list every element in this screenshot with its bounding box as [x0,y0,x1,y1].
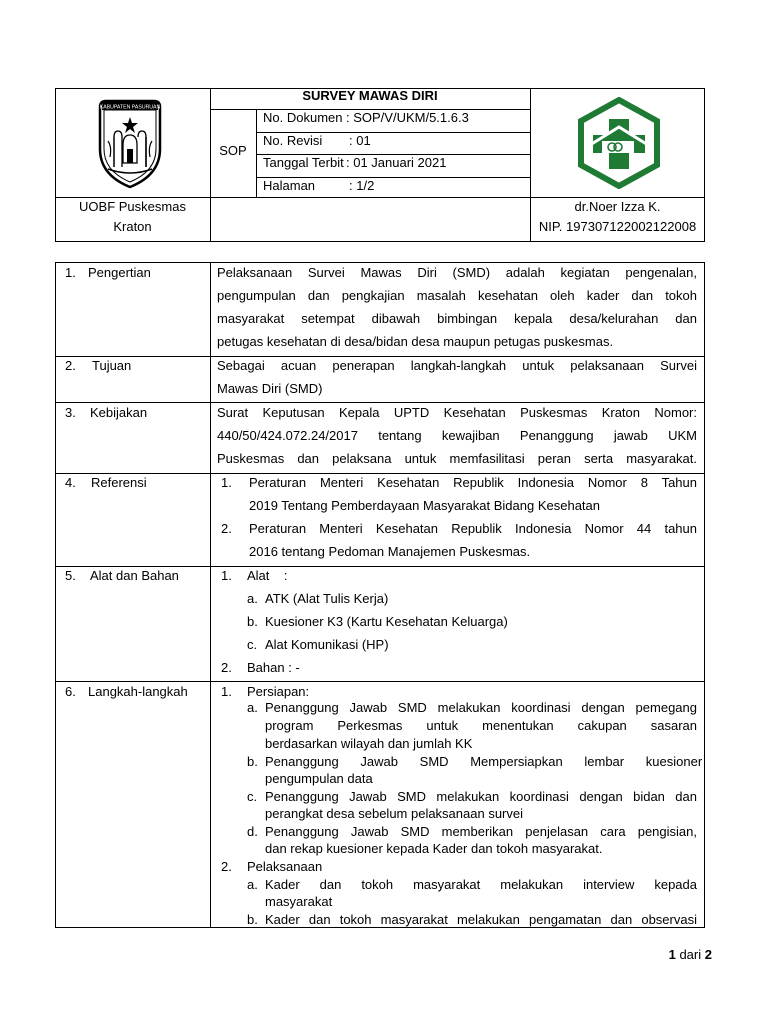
bahan-heading: Bahan : - [247,660,300,675]
signatory-nip: NIP. 197307122002122008 [538,219,697,234]
pengertian-line: petugas kesehatan di desa/bidan desa maupun petugas puskesmas. [217,334,614,349]
langkah-line: berdasarkan wilayah dan jumlah KK [265,736,473,751]
section-label-referensi: Referensi [91,475,147,490]
section-number: 6. [65,684,76,699]
header-divider [55,197,705,198]
referensi-line: 2019 Tentang Pemberdayaan Masyarakat Bidang Kesehatan [249,498,601,513]
body-divider [55,566,705,567]
list-number: 2. [221,660,232,675]
revision-value: : 01 [349,133,371,148]
regency-logo [92,97,168,189]
alat-item: ATK (Alat Tulis Kerja) [265,591,389,606]
page-value: : 1/2 [349,178,375,193]
section-number: 2. [65,358,76,373]
issue-date-label: Tanggal Terbit [263,155,344,170]
kebijakan-line: Puskesmas dan pelaksana untuk memfasilitasi peran serta masyarakat. [217,451,697,466]
section-label-kebijakan: Kebijakan [90,405,148,420]
list-letter: c. [247,637,258,652]
langkah-line: masyarakat [265,894,333,909]
list-letter: b. [247,912,258,927]
langkah-line: Penanggung Jawab SMD melakukan koordinasi dengan bidan dan [265,789,697,804]
langkah-line: Kader dan tokoh masyarakat melakukan interview kepada [265,877,697,892]
kebijakan-line: Surat Keputusan Kepala UPTD Kesehatan Puskesmas Kraton Nomor: [217,405,697,420]
langkah-line: Kader dan tokoh masyarakat melakukan pengamatan dan observasi [265,912,697,927]
list-letter: a. [247,700,258,715]
page-indicator [640,947,712,963]
pengertian-line: pengumpulan dan pengkajian masalah kesehatan oleh kader dan tokoh [217,288,697,303]
regency-logo-text: KABUPATEN PASURUAN [99,104,161,111]
org-name: UOBF Puskesmas [79,199,186,214]
alat-item: Kuesioner K3 (Kartu Kesehatan Keluarga) [265,614,508,629]
header-divider [256,109,257,197]
list-letter: a. [247,591,258,606]
section-number: 4. [65,475,76,490]
body-divider [55,356,705,357]
doc-number-label: No. Dokumen [263,110,343,125]
langkah-line: Penanggung Jawab SMD memberikan penjelasan cara pengisian, [265,824,697,839]
list-number: 2. [221,521,232,536]
org-location: Kraton [113,219,152,234]
document-title: SURVEY MAWAS DIRI [302,88,438,103]
alat-item: Alat Komunikasi (HP) [265,637,389,652]
sop-label: SOP [219,143,247,158]
pengertian-line: masyarakat setempat dibawah bimbingan kepala desa/kelurahan dan [217,311,697,326]
section-label-pengertian: Pengertian [88,265,151,280]
page-of: dari [679,947,702,962]
langkah-line: Penanggung Jawab SMD Mempersiapkan lembar kuesioner [265,754,703,769]
body-divider [55,473,705,474]
section-number: 5. [65,568,76,583]
langkah-line: dan rekap kuesioner kepada Kader dan tokoh masyarakat. [265,841,603,856]
langkah-line: perangkat desa sebelum pelaksanaan survei [265,806,524,821]
referensi-line: Peraturan Menteri Kesehatan Republik Indonesia Nomor 8 Tahun [249,475,697,490]
alat-heading: Alat : [247,568,288,583]
body-divider [55,681,705,682]
page-total: 2 [704,947,712,962]
referensi-line: 2016 tentang Pedoman Manajemen Puskesmas. [249,544,531,559]
section-label-alat: Alat dan Bahan [90,568,179,583]
pengertian-line: Pelaksanaan Survei Mawas Diri (SMD) adalah kegiatan pengenalan, [217,265,697,280]
referensi-line: Peraturan Menteri Kesehatan Republik Indonesia Nomor 44 tahun [249,521,697,536]
page-label: Halaman [263,178,316,193]
langkah-line: Penanggung Jawab SMD melakukan koordinasi dengan pemegang [265,700,697,715]
section-label-tujuan: Tujuan [92,358,132,373]
section-number: 1. [65,265,76,280]
section-label-langkah: Langkah-langkah [88,684,188,699]
list-letter: b. [247,614,258,629]
list-letter: d. [247,824,258,839]
header-divider [210,88,211,242]
list-letter: a. [247,877,258,892]
list-number: 1. [221,568,232,583]
list-letter: b. [247,754,258,769]
signatory-name: dr.Noer Izza K. [574,199,661,214]
list-letter: c. [247,789,258,804]
langkah-line: pengumpulan data [265,771,373,786]
puskesmas-logo [576,97,662,189]
issue-date-value: : 01 Januari 2021 [346,155,447,170]
tujuan-line: Sebagai acuan penerapan langkah-langkah untuk pelaksanaan Survei [217,358,697,373]
section-number: 3. [65,405,76,420]
list-number: 1. [221,684,232,699]
tujuan-line: Mawas Diri (SMD) [217,381,323,396]
list-number: 2. [221,859,232,874]
body-divider [55,402,705,403]
langkah-line: program Perkesmas untuk menentukan cakupan sasaran [265,718,697,733]
revision-label: No. Revisi [263,133,323,148]
body-divider [210,262,211,928]
page-current: 1 [668,947,676,962]
pelaksanaan-heading: Pelaksanaan [247,859,323,874]
list-number: 1. [221,475,232,490]
doc-number-value: : SOP/V/UKM/5.1.6.3 [346,110,469,125]
persiapan-heading: Persiapan: [247,684,310,699]
kebijakan-line: 440/50/424.072.24/2017 tentang kewajiban Penanggung jawab UKM [217,428,697,443]
